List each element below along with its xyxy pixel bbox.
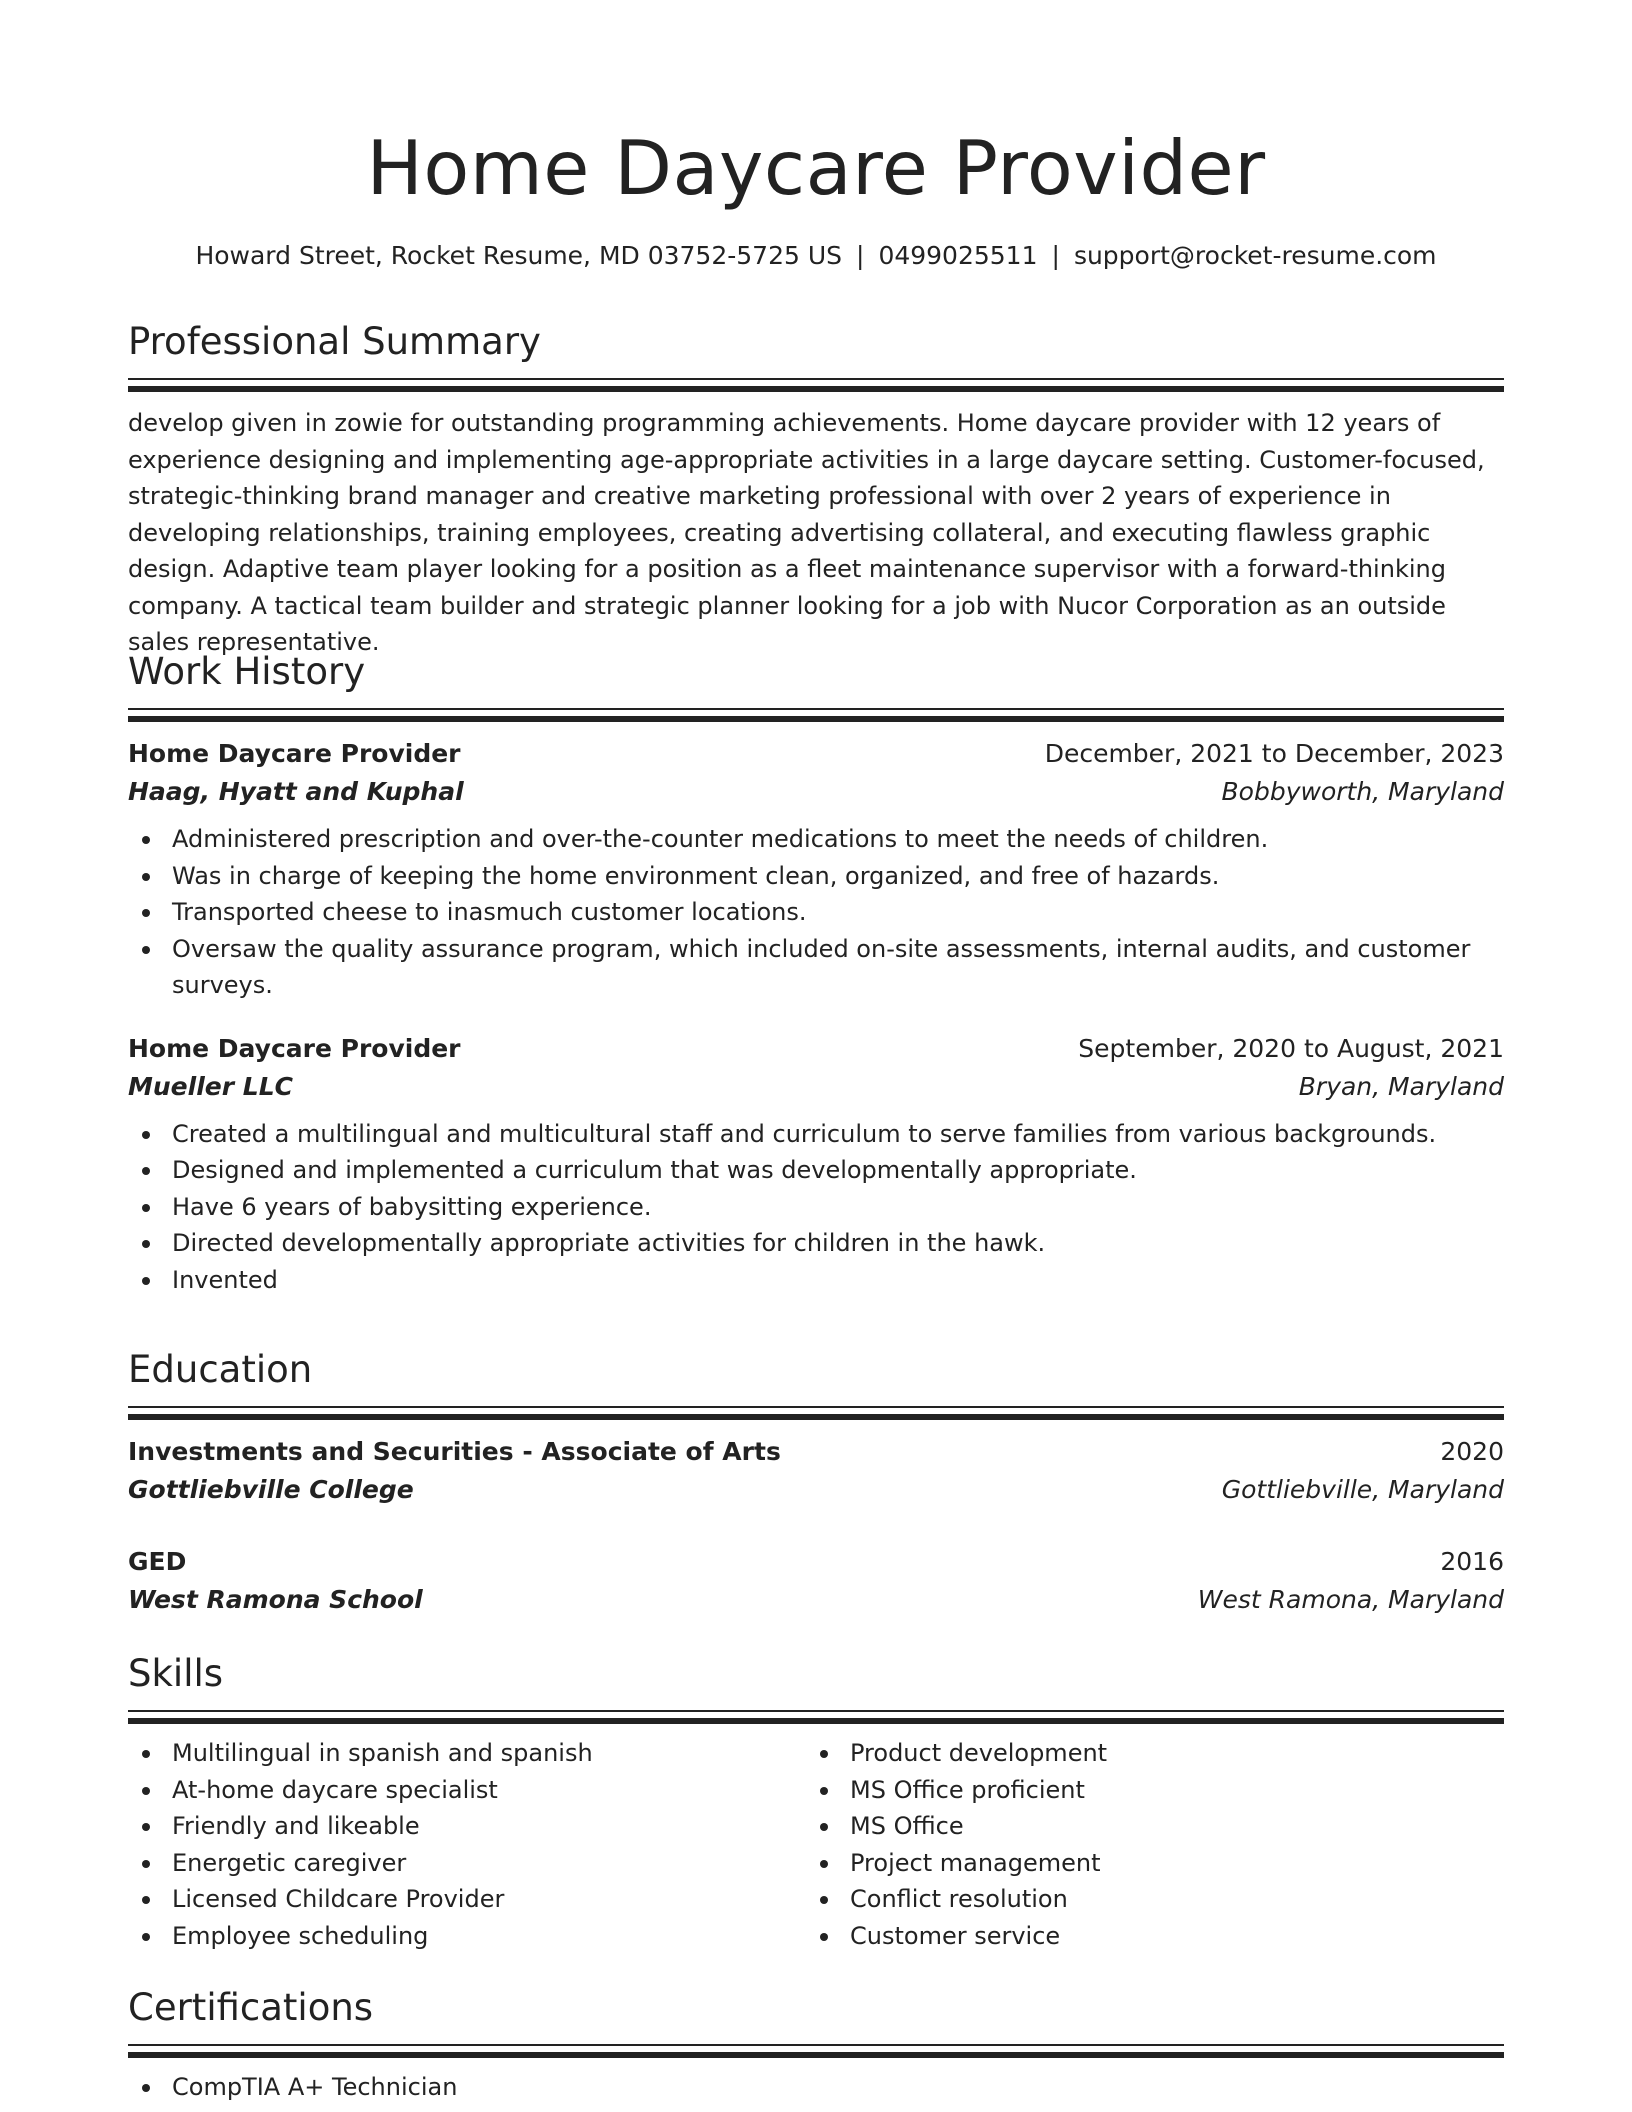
- section-heading: Professional Summary: [128, 320, 541, 363]
- contact-email[interactable]: support@rocket-resume.com: [1073, 241, 1437, 270]
- contact-separator: |: [1051, 241, 1060, 270]
- list-item: Licensed Childcare Provider: [128, 1881, 806, 1918]
- job-duties: [128, 1116, 1504, 1299]
- graduation-year: 2020: [1440, 1437, 1504, 1466]
- section-heading: Certifications: [128, 1986, 374, 2029]
- education-entry: [128, 1543, 1504, 1619]
- section-heading: Skills: [128, 1652, 224, 1695]
- section-certifications: [128, 1984, 1504, 2106]
- certifications-list: [128, 2069, 1504, 2106]
- list-item: Administered prescription and over-the-counter medications to meet the needs of children.: [128, 821, 1504, 858]
- list-item: Project management: [806, 1845, 1484, 1882]
- job-dates: September, 2020 to August, 2021: [1078, 1033, 1504, 1063]
- section-professional-summary: [128, 318, 1504, 661]
- section-divider: [128, 378, 1504, 391]
- school-location: West Ramona, Maryland: [1197, 1585, 1504, 1614]
- list-item: Conflict resolution: [806, 1881, 1484, 1918]
- list-item: Energetic caregiver: [128, 1845, 806, 1882]
- job-title: Home Daycare Provider: [128, 1033, 461, 1063]
- list-item: Was in charge of keeping the home environment clean, organized, and free of hazards.: [128, 858, 1504, 895]
- education-entry: [128, 1433, 1504, 1509]
- job-duties: [128, 821, 1504, 1004]
- list-item: Directed developmentally appropriate activities for children in the hawk.: [128, 1225, 1504, 1262]
- skills-column-right: [806, 1735, 1484, 1954]
- list-item: Friendly and likeable: [128, 1808, 806, 1845]
- resume-title: Home Daycare Provider: [366, 124, 1266, 212]
- list-item: Product development: [806, 1735, 1484, 1772]
- contact-line: [128, 238, 1504, 274]
- section-skills: [128, 1650, 1504, 1954]
- section-divider: [128, 1406, 1504, 1419]
- school-name: Gottliebville College: [128, 1475, 414, 1504]
- list-item: MS Office proficient: [806, 1772, 1484, 1809]
- section-heading: Education: [128, 1348, 313, 1391]
- list-item: Have 6 years of babysitting experience.: [128, 1189, 1504, 1226]
- graduation-year: 2016: [1440, 1547, 1504, 1576]
- section-divider: [128, 1710, 1504, 1723]
- skills-column-left: [128, 1735, 806, 1954]
- company-name: Haag, Hyatt and Kuphal: [128, 777, 464, 806]
- job-entry: [128, 1030, 1504, 1299]
- company-name: Mueller LLC: [128, 1071, 293, 1101]
- job-location: Bobbyworth, Maryland: [1221, 777, 1504, 806]
- contact-phone[interactable]: 0499025511: [878, 241, 1038, 270]
- job-entry: [128, 735, 1504, 1004]
- section-education: [128, 1346, 1504, 1619]
- list-item: Transported cheese to inasmuch customer locations.: [128, 894, 1504, 931]
- list-item: MS Office: [806, 1808, 1484, 1845]
- list-item: Customer service: [806, 1918, 1484, 1955]
- list-item: Invented: [128, 1262, 1504, 1299]
- section-divider: [128, 708, 1504, 721]
- skills-grid: [128, 1735, 1504, 1954]
- list-item: CompTIA A+ Technician: [128, 2069, 1504, 2106]
- job-dates: December, 2021 to December, 2023: [1044, 739, 1504, 768]
- job-location: Bryan, Maryland: [1298, 1071, 1504, 1101]
- contact-separator: |: [856, 241, 865, 270]
- list-item: Oversaw the quality assurance program, which included on-site assessments, internal audits, and customer surveys.: [128, 931, 1504, 1004]
- list-item: Employee scheduling: [128, 1918, 806, 1955]
- list-item: Multilingual in spanish and spanish: [128, 1735, 806, 1772]
- job-title: Home Daycare Provider: [128, 739, 461, 768]
- section-divider: [128, 2044, 1504, 2057]
- list-item: At-home daycare specialist: [128, 1772, 806, 1809]
- degree-name: Investments and Securities - Associate of Arts: [128, 1437, 781, 1466]
- section-heading: Work History: [128, 650, 366, 693]
- list-item: Designed and implemented a curriculum that was developmentally appropriate.: [128, 1152, 1504, 1189]
- degree-name: GED: [128, 1547, 187, 1576]
- summary-paragraph: develop given in zowie for outstanding programming achievements. Home daycare provider with 12 years of experience designing and implementing age-appropriate activities in a large daycare setting. Customer-focused, strategic-thinking brand manager and creative marketing professional with over 2 years of experience in developing relationships, training employees, creating advertising collateral, and executing flawless graphic design. Adaptive team player looking for a position as a fleet maintenance supervisor with a forward-thinking company. A tactical team builder and strategic planner looking for a job with Nucor Corporation as an outside sales representative.: [128, 409, 1485, 656]
- contact-address: Howard Street, Rocket Resume, MD 03752-5725 US: [195, 241, 842, 270]
- school-location: Gottliebville, Maryland: [1221, 1475, 1504, 1504]
- school-name: West Ramona School: [128, 1585, 423, 1614]
- section-work-history: [128, 648, 1504, 1298]
- list-item: Created a multilingual and multicultural staff and curriculum to serve families from various backgrounds.: [128, 1116, 1504, 1153]
